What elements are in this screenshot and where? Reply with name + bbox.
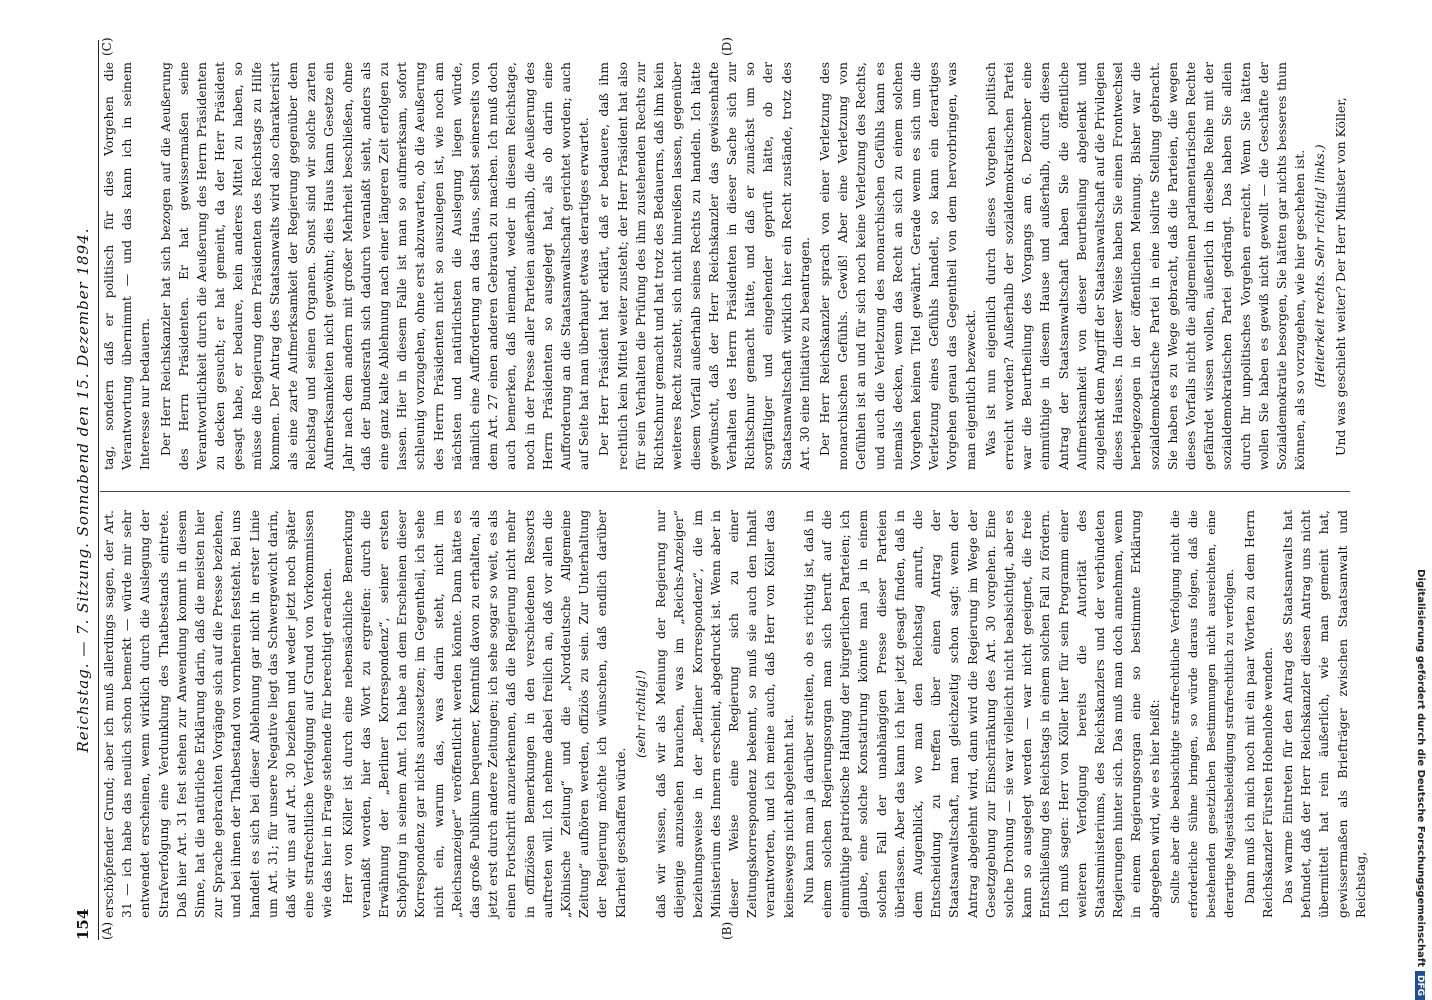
paragraph: Der Herr Reichskanzler sprach von einer Verletzung des monarchischen Gefühls. Gewiß! Aber eine Verletzung von Gefühlen ist an und für sich noch keine Verletzung des Rechts, und auch die Verletzung des monarchischen Gefühls kann es niemals decken, wenn das Recht an sich zu einem solchen Vorgehen keinen Titel gewährt. Gerade wenn es sich um die Verletzung eines Gefühls handelt, so kann ein derartiges Vorgehen genau das Gegentheil von dem hervorbringen, was man eigentlich bezweckt. [816, 62, 978, 470]
digitization-footer [1412, 0, 1426, 1000]
page-body [100, 37, 1368, 940]
text-column-left [100, 510, 1368, 918]
paragraph: Der Herr Reichskanzler hat sich bezogen auf die Aeußerung des Herrn Präsidenten. Er hat gewissermaßen seine Verantwortlichkeit durch die Aeußerung des Herrn Präsidenten zu decken gesucht; er hat gemeint, da der Herr Präsident gesagt habe, er bedaure, kein anderes Mittel zu haben, so müsse die Regierung dem Präsidenten des Reichstags zu Hilfe kommen. Der Antrag des Staatsanwalts wird also charakterisirt als eine zarte Aufmerksamkeit der Regierung gegenüber dem Reichstag und seinen Organen. Sonst sind wir solche zarten Aufmerksamkeiten nicht gewöhnt; dies Haus kann Gesetze ein Jahr nach dem andern mit großer Mehrheit beschließen, ohne daß der Bundesrath sich dadurch veranlaßt sieht, anders als eine ganz kalte Ablehnung nach einer längeren Zeit erfolgen zu lassen. Hier in diesem Falle ist man so aufmerksam, sofort schleunig vorzugehen, ohne erst abzuwarten, ob die Aeußerung des Herrn Präsidenten nicht so auszulegen ist, wie noch am nächsten und natürlichsten die Auslegung liegen würde, nämlich eine Aufforderung an das Haus, selbst seinerseits von dem Art. 27 einen anderen Gebrauch zu machen. Ich muß doch auch bemerken, daß niemand, weder in diesem Reichstage, noch in der Presse aller Parteien außerhalb, die Aeußerung des Herrn Präsidenten so ausgelegt hat, als ob darin eine Aufforderung an die Staatsanwaltschaft gerichtet worden; auch auf Seite hat man überhaupt etwas derartiges erwartet. [157, 62, 592, 470]
quotation: Sollte aber die beabsichtigte strafrechtliche Verfolgung nicht die erforderliche Sühne bringen, so würde daraus folgen, daß die bestehenden gesetzlichen Bestimmungen nicht ausreichten, eine derartige Majestätsbeleidigung strafrechtlich zu verfolgen. [1167, 510, 1237, 918]
text-column-right [100, 62, 1350, 470]
page-rotated [10, 0, 1410, 1000]
paragraph: Dann muß ich mich noch mit ein paar Worten zu dem Herrn Reichskanzler Fürsten Hohenlohe wenden. [1241, 510, 1275, 918]
paragraph: erschöpfender Grund; aber ich muß allerdings sagen, der Art. 31 — ich habe das neulich schon bemerkt — würde mir sehr entwendet erscheinen, wenn wirklich durch die Auslegung der Strafverfolgung eine Verdunklung des Thatbestands eintrete. Daß hier Art. 31 fest stehen zur Anwendung kommt in diesem Sinne, hat die natürliche Erklärung darin, daß die meisten hier zur Sprache gebrachten Vorgänge sich auf die Presse beziehen, und bei ihnen der Thatbestand von vornherein feststeht. Bei uns handelt es sich bei dieser Ablehnung gar nicht in erster Linie um Art. 31; für unsere Negative liegt das Schwergewicht darin, daß wir uns auf Art. 30 beziehen und weder jetzt noch später eine strafrechtliche Verfolgung auf Grund von Vorkommnissen wie das hier in Frage stehende für berechtigt erachten. [101, 510, 335, 918]
margin-marker-b: (B) [720, 921, 734, 940]
dfg-logo: DFG [1415, 971, 1425, 1000]
paragraph: Nun kann man ja darüber streiten, ob es richtig ist, daß in einem solchen Regierungsorgan man sich beruft auf die einmüthige patriotische Haltung der bürgerlichen Parteien; ich glaube, eine solche Konstatirung könnte man ja in einem solchen Fall der unabhängigen Presse dieser Parteien überlassen. Aber das kann ich hier jetzt gesagt finden, daß in dem Augenblick, wo man den Reichstag anruft, die Entscheidung zu treffen über einen Antrag der Staatsanwaltschaft, man gleichzeitig schon sagt: wenn der Antrag abgelehnt wird, dann wird die Regierung im Wege der Gesetzgebung zur Einschränkung des Art. 30 vorgehen. Eine solche Drohung — sie war vielleicht nicht beabsichtigt, aber es kann so ausgelegt werden — war nicht geeignet, die freie Entschließung des Reichstags in einem solchen Fall zu fördern. Ich muß sagen: Herr von Köller hier für sein Programm einer weiteren Verfolgung bereits die Autorität des Staatsministeriums, des Reichskanzlers und der verbündeten Regierungen hinter sich. Das muß man doch annehmen, wenn in einem Regierungsorgan eine so bestimmte Erklärung abgegeben wird, wie es hier heißt: [800, 510, 1162, 918]
paragraph: Das warme Eintreten für den Antrag des Staatsanwalts hat befundet, daß der Herr Reichskanzler diesen Antrag uns nicht übermittelt hat rein äußerlich, wie man gemeint hat, gewissermaßen als Briefträger zwischen Staatsanwalt und Reichstag, [1280, 510, 1368, 918]
paragraph: Und was geschieht weiter? Der Herr Minister von Köller, [1332, 97, 1348, 456]
page-header [70, 40, 100, 940]
running-head: Reichstag. — 7. Sitzung. Sonnabend den 15. Dezember 1894. [74, 227, 92, 753]
margin-marker-c: (C) [100, 37, 114, 56]
margin-marker-a: (A) [100, 921, 114, 940]
paragraph: daß wir wissen, daß wir als Meinung der Regierung nur diejenige anzusehen brauchen, was im „Reichs-Anzeiger“ beziehungsweise in der „Berliner Korrespondenz“, die im Ministerium des Innern erscheint, abgedruckt ist. Wenn aber in dieser Weise eine Regierung sich zu einer Zeitungskorrespondenz bekennt, so muß sie auch den Inhalt verantworten, und ich meine auch, daß Herr von Köller das keineswegs nicht abgelehnt hat. [653, 510, 796, 918]
paragraph: Was ist nun eigentlich durch dieses Vorgehen politisch erreicht worden? Außerhalb der sozialdemokratischen Partei war die Beurtheilung des Vorgangs am 6. Dezember eine einmüthige in diesem Hause und außerhalb, durch diesen Antrag der Staatsanwaltschaft haben Sie die öffentliche Aufmerksamkeit von dieser Beurtheilung abgelenkt und zugelenkt dem Angriff der Staatsanwaltschaft auf die Privilegien dieses Hauses. In dieser Weise haben Sie einen Frontwechsel herbeigezogen in der öffentlichen Meinung. Bisher war die sozialdemokratische Partei in eine isolirte Stellung gebracht. Sie haben es zu Wege gebracht, daß die Parteien, die wegen dieses Vorfalls nicht die allgemeinen parlamentarischen Rechte gefährdet wissen wollen, äußerlich in dieselbe Reihe mit der sozialdemokratischen Partei gedrängt. Das haben Sie allein durch Ihr unpolitisches Vorgehen erreicht. Wenn Sie hätten wollen Sie haben es gewiß nicht gewollt — die Geschäfte der Sozialdemokratie besorgen, Sie hätten gar nichts besseres thun können, als so vorzugehen, wie hier geschehen ist. [982, 62, 1308, 470]
paragraph: Der Herr Präsident hat erklärt, daß er bedauere, daß ihm rechtlich kein Mittel weiter zusteht; der Herr Präsident hat also für sein Verhalten die Prüfung des ihm zustehenden Rechts zur Richtschnur gemacht und hat trotz des Bedauerns, daß ihm kein weiteres Recht zusteht, sich nicht hinreißen lassen, gegenüber diesem Vorfall außerhalb seines Rechts zu handeln. Ich hätte gewünscht, daß der Herr Reichskanzler das gewissenhafte Verhalten des Herrn Präsidenten in dieser Sache sich zur Richtschnur gemacht hätte, und daß er zunächst um so sorgfältiger und eingehender geprüft hätte, ob der Staatsanwaltschaft wirklich hier ein Recht zustände, trotz des Art. 30 eine Initiative zu beantragen. [596, 62, 812, 470]
paragraph: Herr von Köller ist durch eine nebensächliche Bemerkung veranlaßt worden, hier das Wort zu ergreifen: durch die Erwähnung der „Berliner Korrespondenz“, seiner ersten Schöpfung in seinem Amt. Ich habe an dem Erscheinen dieser Korrespondenz gar nichts auszusetzen; im Gegentheil, ich sehe nicht ein, warum das, was darin steht, nicht im „Reichsanzeiger“ veröffentlicht werden könnte. Dann hätte es das große Publikum bequemer, Kenntniß davon zu erhalten, als jetzt erst durch andere Zeitungen; ich sehe sogar so weit, es als einen Fortschritt anzuerkennen, daß die Regierung nicht mehr in offiziösen Bemerkungen in den verschiedenen Ressorts auftreten will. Ich nehme dabei freilich an, daß vor allen die „Kölnische Zeitung“ und die „Norddeutsche Allgemeine Zeitung“ aufhören werden, offiziös zu sein. Zur Unterhaltung der Regierung möchte ich wünschen, daß endlich darüber Klarheit geschaffen würde. [339, 510, 628, 918]
paragraph: tag, sondern daß er politisch für dies Vorgehen die Verantwortung übernimmt — und das kann ich in seinem Interesse nur bedauern. [101, 62, 153, 470]
page-number: 154 [74, 908, 92, 940]
column-divider [100, 491, 1350, 492]
footer-credit: Digitalisierung gefördert durch die Deutsche Forschungsgemeinschaft [1415, 569, 1426, 967]
margin-marker-d: (D) [720, 37, 734, 56]
header-rule [98, 40, 99, 940]
interjection: (sehr richtig!) [632, 670, 648, 758]
interjection: (Heiterkeit rechts. Sehr richtig! links.) [1312, 144, 1328, 388]
